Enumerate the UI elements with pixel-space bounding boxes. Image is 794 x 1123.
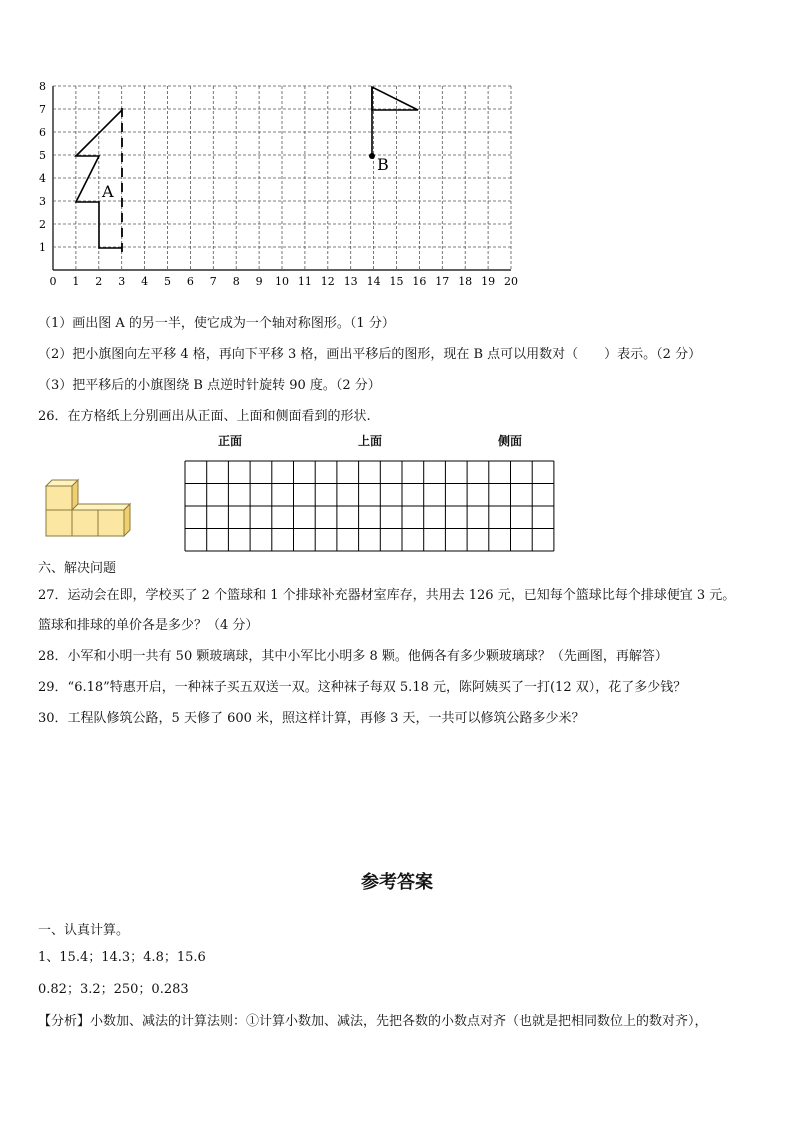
y-tick-label: 7 bbox=[39, 103, 46, 116]
cube-side-face bbox=[124, 504, 130, 536]
y-tick-label: 4 bbox=[39, 172, 46, 185]
y-tick-label: 3 bbox=[39, 195, 46, 208]
question-25-1: （1）画出图 A 的另一半，使它成为一个轴对称图形。（1 分） bbox=[38, 316, 395, 331]
drawing-grid bbox=[184, 460, 556, 552]
question-27-line1: 27．运动会在即，学校买了 2 个篮球和 1 个排球补充器材室库存，共用去 126 元，已知每个篮球比每个排球便宜 3 元。 bbox=[38, 588, 736, 603]
question-25-2: （2）把小旗图向左平移 4 格，再向下平移 3 格，画出平移后的图形，现在 B 点可以用数对（ ）表示。（2 分） bbox=[38, 347, 702, 362]
point-b bbox=[369, 153, 375, 159]
question-29: 29．“6.18”特惠开启，一种袜子买五双送一双。这种袜子每双 5.18 元，陈阿姨买了一打(12 双），花了多少钱？ bbox=[38, 680, 687, 695]
answer-line-2: 0.82；3.2；250；0.283 bbox=[38, 982, 189, 997]
point-b-label: B bbox=[377, 155, 389, 174]
question-28: 28．小军和小明一共有 50 颗玻璃球，其中小军比小明多 8 颗。他俩各有多少颗玻璃球？（先画图，再解答） bbox=[38, 649, 668, 664]
cube bbox=[46, 486, 72, 510]
x-tick-label: 4 bbox=[141, 275, 149, 286]
x-tick-label: 17 bbox=[435, 275, 450, 286]
drawing-grid-lines bbox=[185, 461, 554, 551]
cube bbox=[98, 510, 124, 536]
y-tick-label: 5 bbox=[39, 149, 46, 162]
x-tick-label: 10 bbox=[275, 275, 289, 286]
answers-title: 参考答案 bbox=[361, 872, 433, 893]
figure-a-label: A bbox=[102, 182, 114, 201]
coordinate-grid bbox=[36, 80, 526, 286]
question-27-line2: 篮球和排球的单价各是多少？（4 分） bbox=[38, 618, 259, 633]
question-26: 26．在方格纸上分别画出从正面、上面和侧面看到的形状. bbox=[38, 409, 371, 424]
cube-top-face bbox=[72, 504, 130, 510]
view-front-label: 正面 bbox=[218, 434, 243, 448]
cube-figure bbox=[40, 474, 136, 544]
x-tick-label: 6 bbox=[186, 275, 194, 286]
question-30: 30．工程队修筑公路，5 天修了 600 米，照这样计算，再修 3 天，一共可以修筑公路多少米？ bbox=[38, 711, 585, 726]
y-tick-label: 1 bbox=[39, 241, 46, 254]
y-tick-label: 8 bbox=[39, 80, 46, 93]
x-tick-label: 9 bbox=[255, 275, 263, 286]
section-6-heading: 六、解决问题 bbox=[38, 561, 117, 576]
y-tick-label: 6 bbox=[39, 126, 46, 139]
x-tick-label: 7 bbox=[209, 275, 217, 286]
answer-line-1: 1、15.4；14.3；4.8；15.6 bbox=[38, 950, 206, 965]
x-tick-label: 15 bbox=[389, 275, 404, 286]
x-tick-label: 18 bbox=[458, 275, 473, 286]
answers-section-1: 一、认真计算。 bbox=[38, 923, 130, 938]
flag bbox=[372, 87, 418, 110]
x-tick-label: 16 bbox=[412, 275, 427, 286]
y-tick-label: 2 bbox=[39, 218, 46, 231]
x-tick-label: 14 bbox=[366, 275, 381, 286]
answer-analysis: 【分析】小数加、减法的计算法则：①计算小数加、减法，先把各数的小数点对齐（也就是把相同数位上的数对齐）， bbox=[38, 1014, 708, 1029]
x-tick-label: 12 bbox=[320, 275, 335, 286]
x-tick-label: 13 bbox=[343, 275, 358, 286]
x-tick-label: 11 bbox=[297, 275, 312, 286]
cube bbox=[72, 510, 98, 536]
x-tick-label: 0 bbox=[49, 275, 57, 286]
x-tick-label: 5 bbox=[164, 275, 171, 286]
x-tick-label: 1 bbox=[72, 275, 80, 286]
y-axis-labels bbox=[39, 80, 46, 254]
view-side-label: 侧面 bbox=[498, 434, 523, 448]
x-tick-label: 8 bbox=[232, 275, 240, 286]
x-tick-label: 19 bbox=[481, 275, 496, 286]
cube bbox=[46, 510, 72, 536]
x-axis-labels bbox=[50, 275, 519, 286]
x-tick-label: 2 bbox=[95, 275, 103, 286]
view-top-label: 上面 bbox=[358, 434, 383, 448]
x-tick-label: 3 bbox=[118, 275, 126, 286]
question-25-3: （3）把平移后的小旗图绕 B 点逆时针旋转 90 度。（2 分） bbox=[38, 378, 381, 393]
x-tick-label: 20 bbox=[504, 275, 518, 286]
